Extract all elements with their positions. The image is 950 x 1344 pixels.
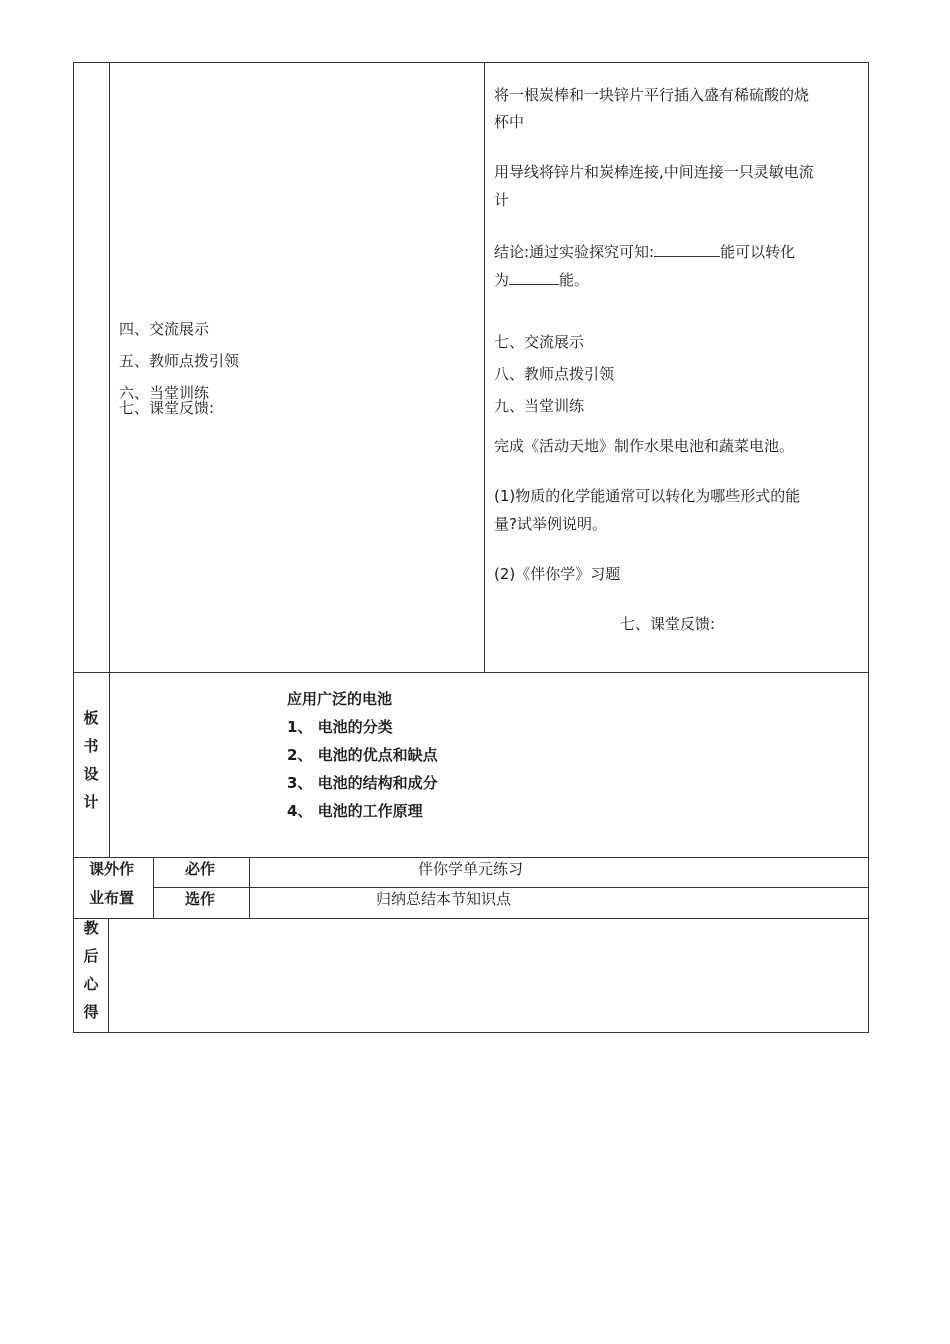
col-divider-homework-1	[153, 857, 154, 919]
homework-label-line1: 课外作	[89, 860, 135, 878]
col-divider-label	[109, 62, 110, 858]
required-value: 伴你学单元练习	[418, 860, 524, 878]
row-divider-reflection	[73, 918, 869, 919]
homework-label-line2: 业布置	[89, 889, 135, 907]
board-label-char-1: 板	[83, 709, 99, 727]
experiment-step-2-line1: 用导线将锌片和炭棒连接,中间连接一只灵敏电流	[494, 163, 814, 181]
board-label	[81, 704, 101, 816]
right-feedback: 七、课堂反馈:	[620, 615, 716, 633]
board-label-char-3: 设	[83, 765, 99, 783]
table-border-bottom	[73, 1032, 869, 1033]
conclusion-suffix: 能可以转化	[720, 243, 796, 261]
left-item-exchange: 四、交流展示	[119, 320, 210, 338]
required-label: 必作	[185, 860, 216, 878]
question-2: (2)《伴你学》习题	[494, 565, 621, 583]
table-border-left	[73, 62, 74, 1033]
left-item-practice: 六、当堂训练	[119, 384, 210, 402]
question-1-line1: (1)物质的化学能通常可以转化为哪些形式的能	[494, 487, 801, 505]
reflection-label-char-1: 教	[83, 919, 99, 937]
activity-text: 完成《活动天地》制作水果电池和蔬菜电池。	[494, 437, 795, 455]
row-divider-board	[73, 672, 869, 673]
board-label-char-4: 计	[83, 793, 99, 811]
board-label-char-2: 书	[83, 737, 99, 755]
col-divider-label-reflection	[108, 918, 109, 1032]
experiment-step-2-line2: 计	[494, 191, 510, 209]
row-divider-homework-mid	[153, 887, 869, 888]
conclusion-prefix: 结论:通过实验探究可知:	[494, 243, 655, 261]
experiment-step-1-line1: 将一根炭棒和一块锌片平行插入盛有稀硫酸的烧	[494, 86, 810, 104]
conclusion-blank-1	[654, 240, 720, 257]
row-divider-homework	[73, 857, 869, 858]
right-item-teacher-guide: 八、教师点拨引领	[494, 365, 615, 383]
conclusion-line2	[494, 268, 589, 290]
right-item-practice: 九、当堂训练	[494, 397, 585, 415]
reflection-label-char-4: 得	[83, 1003, 99, 1021]
conclusion-line2-prefix: 为	[494, 271, 510, 289]
board-item-3: 3、 电池的结构和成分	[287, 774, 438, 792]
board-item-1: 1、 电池的分类	[287, 718, 393, 736]
board-title: 应用广泛的电池	[287, 690, 393, 708]
table-border-top	[73, 62, 869, 63]
reflection-label-char-3: 心	[83, 975, 99, 993]
col-divider-homework-2	[249, 857, 250, 919]
left-item-feedback: 七、课堂反馈:	[119, 399, 215, 417]
question-1-line2: 量?试举例说明。	[494, 515, 607, 533]
left-item-teacher-guide: 五、教师点拨引领	[119, 352, 240, 370]
conclusion-line2-suffix: 能。	[559, 271, 590, 289]
board-item-2: 2、 电池的优点和缺点	[287, 746, 438, 764]
reflection-label-char-2: 后	[83, 947, 99, 965]
col-divider-middle	[484, 62, 485, 673]
right-item-exchange: 七、交流展示	[494, 333, 585, 351]
board-item-4: 4、 电池的工作原理	[287, 802, 423, 820]
conclusion-blank-2	[509, 268, 559, 285]
table-border-right	[868, 62, 869, 1033]
experiment-step-1-line2: 杯中	[494, 113, 525, 131]
reflection-label	[81, 914, 101, 1026]
conclusion-line1	[494, 240, 795, 262]
optional-label: 选作	[185, 890, 216, 908]
optional-value: 归纳总结本节知识点	[376, 890, 512, 908]
